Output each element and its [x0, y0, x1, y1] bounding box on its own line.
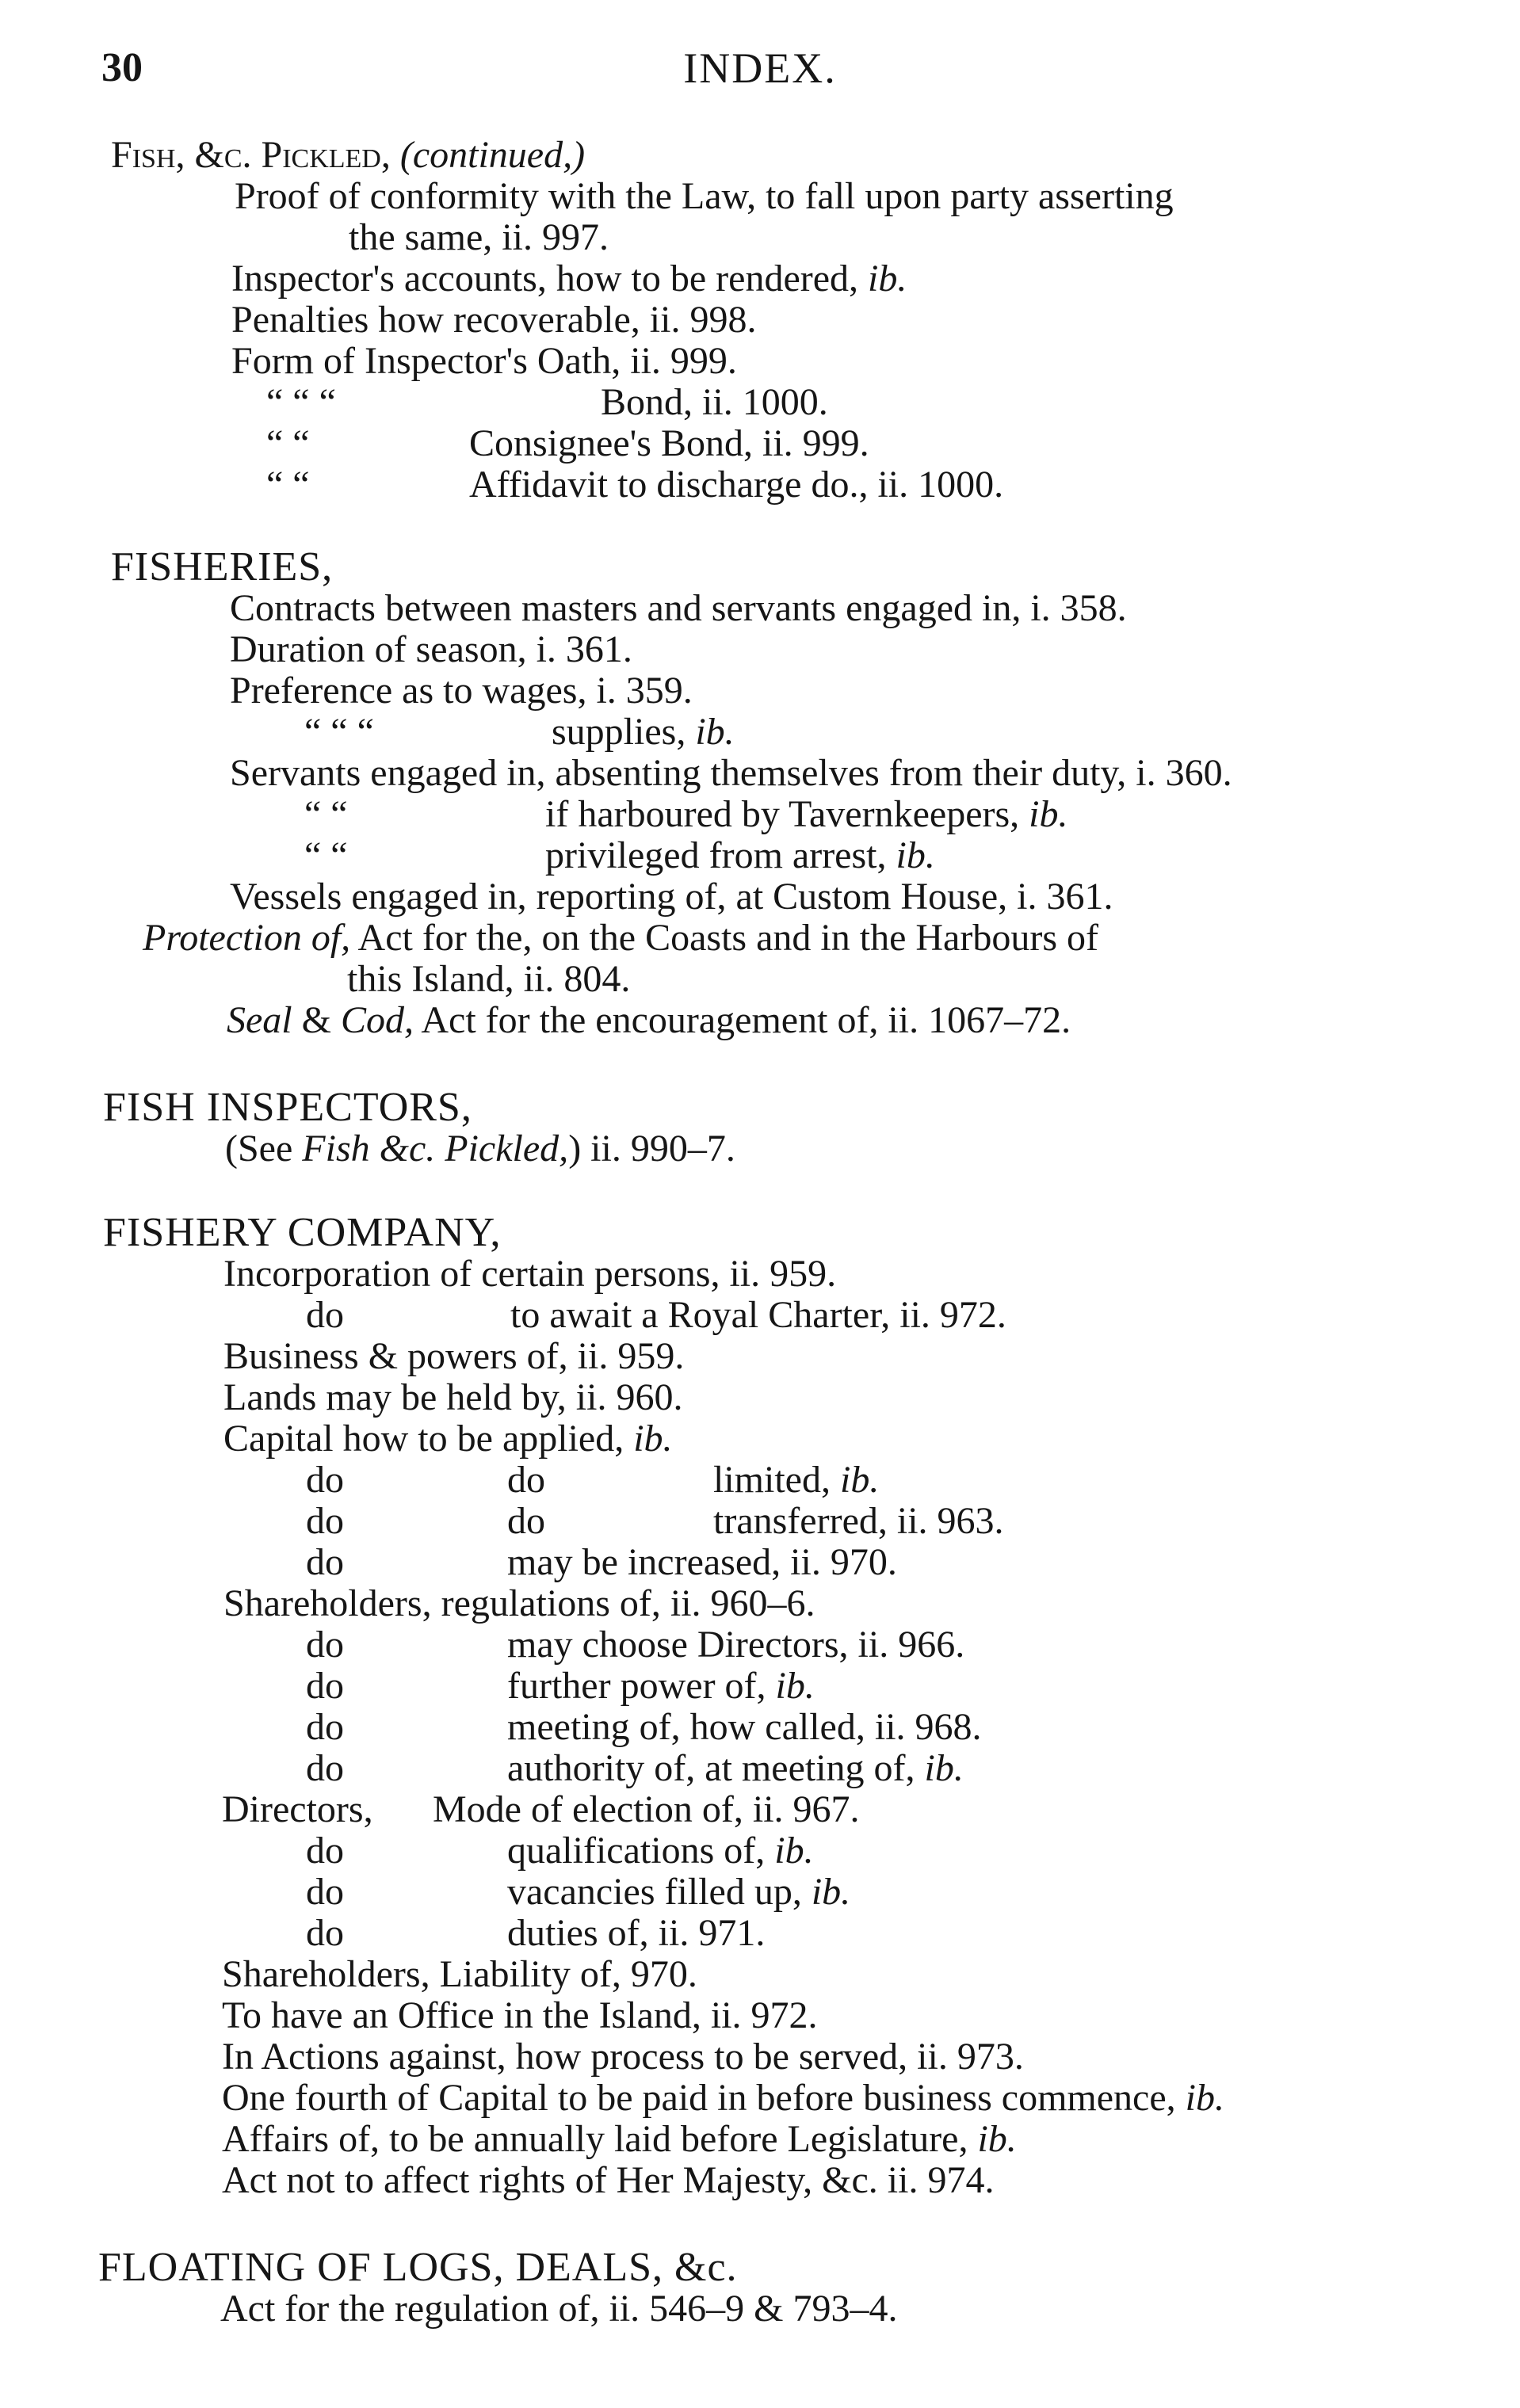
ditto-word: do — [507, 1459, 545, 1501]
subentry-text: Act for the encouragement of, ii. 1067–72. — [414, 999, 1071, 1041]
subentry: Servants engaged in, absenting themselves from their duty, i. 360. — [230, 752, 1232, 794]
subentry: Shareholders, Liability of, 970. — [222, 1953, 697, 1995]
subentry — [507, 1748, 964, 1789]
subentry-text: Capital how to be applied, — [223, 1418, 634, 1460]
xref-text: ) ii. 990–7. — [568, 1128, 735, 1170]
subentry — [507, 1666, 815, 1707]
subentry-text: authority of, at meeting of, — [507, 1747, 925, 1789]
ditto-marks: “ “ — [304, 834, 348, 876]
subentry: Preference as to wages, i. 359. — [230, 670, 693, 712]
subentry: Incorporation of certain persons, ii. 959. — [223, 1253, 837, 1295]
subentry — [507, 1872, 850, 1913]
subentry — [545, 835, 935, 876]
subentry-italic: Protection of, — [143, 917, 351, 959]
subentry: Penalties how recoverable, ii. 998. — [231, 299, 757, 341]
ibid-ref: ib. — [811, 1871, 851, 1913]
entry-heading-fish-inspectors: FISH INSPECTORS, — [103, 1085, 472, 1130]
ibid-ref: ib. — [1185, 2077, 1224, 2119]
subentry-text: qualifications of, — [507, 1830, 775, 1872]
subentry — [222, 2078, 1224, 2119]
subentry-text: Affairs of, to be annually laid before Legislature, — [222, 2118, 978, 2160]
subentry: Bond, ii. 1000. — [601, 381, 828, 423]
subentry-text: vacancies filled up, — [507, 1871, 812, 1913]
subentry: To have an Office in the Island, ii. 972. — [222, 1994, 818, 2036]
subentry: Shareholders, regulations of, ii. 960–6. — [223, 1582, 815, 1624]
heading-continued: (continued,) — [399, 134, 586, 176]
subentry: Form of Inspector's Oath, ii. 999. — [231, 340, 737, 382]
ibid-ref: ib. — [774, 1830, 814, 1872]
ditto-marks: “ “ “ — [266, 381, 336, 423]
subentry-text: One fourth of Capital to be paid in before business commence, — [222, 2077, 1186, 2119]
ibid-ref: ib. — [896, 834, 935, 876]
subentry: meeting of, how called, ii. 968. — [507, 1706, 982, 1748]
subentry: Consignee's Bond, ii. 999. — [469, 422, 869, 464]
subentry-label: Directors, — [222, 1788, 373, 1830]
subentry-italic: Seal — [227, 999, 292, 1041]
subentry-text: & — [292, 999, 341, 1041]
ibid-ref: ib. — [868, 258, 907, 300]
ditto-word: do — [306, 1459, 344, 1501]
entry-heading-floating-of-logs: FLOATING OF LOGS, DEALS, &c. — [98, 2245, 738, 2290]
subentry-text: Act for the, on the Coasts and in the Harbours of — [350, 917, 1098, 959]
subentry — [713, 1460, 879, 1501]
subentry: to await a Royal Charter, ii. 972. — [510, 1294, 1006, 1336]
subentry: In Actions against, how process to be served, ii. 973. — [222, 2036, 1024, 2078]
subentry: Proof of conformity with the Law, to fall upon party asserting — [235, 175, 1174, 217]
subentry-text: privileged from arrest, — [545, 834, 896, 876]
ditto-word: do — [507, 1500, 545, 1542]
ditto-word: do — [306, 1706, 344, 1748]
subentry — [222, 2119, 1017, 2160]
page-header — [0, 44, 1520, 103]
subentry: Vessels engaged in, reporting of, at Custom House, i. 361. — [230, 876, 1113, 918]
subentry: Act not to affect rights of Her Majesty, &c. ii. 974. — [222, 2159, 995, 2201]
subentry-text: Inspector's accounts, how to be rendered, — [231, 258, 869, 300]
subentry — [545, 794, 1068, 835]
entry-heading-fishery-company: FISHERY COMPANY, — [103, 1210, 502, 1255]
subentry: Lands may be held by, ii. 960. — [223, 1376, 683, 1418]
ditto-marks: “ “ — [266, 422, 310, 464]
ibid-ref: ib. — [839, 1459, 880, 1501]
subentry-text: further power of, — [507, 1665, 776, 1707]
ibid-ref: ib. — [633, 1418, 673, 1460]
entry-heading-fish-pickled — [111, 135, 585, 176]
heading-text: Fish, &c. Pickled, — [111, 134, 400, 176]
ibid-ref: ib. — [924, 1747, 964, 1789]
subentry: duties of, ii. 971. — [507, 1912, 766, 1954]
page-number: 30 — [101, 45, 143, 90]
ditto-word: do — [306, 1871, 344, 1913]
subentry: may be increased, ii. 970. — [507, 1541, 897, 1583]
ditto-word: do — [306, 1665, 344, 1707]
entry-heading-fisheries: FISHERIES, — [111, 544, 334, 590]
ditto-word: do — [306, 1294, 344, 1336]
subentry — [231, 258, 907, 300]
ditto-word: do — [306, 1541, 344, 1583]
subentry-text: if harboured by Tavernkeepers, — [545, 793, 1029, 835]
ditto-marks: “ “ — [266, 464, 310, 506]
ditto-word: do — [306, 1624, 344, 1666]
ibid-ref: ib. — [977, 2118, 1017, 2160]
subentry — [227, 1000, 1071, 1041]
subentry-continuation: this Island, ii. 804. — [347, 958, 631, 1000]
subentry: Mode of election of, ii. 967. — [433, 1788, 860, 1830]
cross-reference — [225, 1128, 735, 1170]
subentry-italic: Cod, — [340, 999, 414, 1041]
ditto-word: do — [306, 1830, 344, 1872]
subentry: may choose Directors, ii. 966. — [507, 1624, 965, 1666]
subentry — [552, 712, 735, 753]
page-title: INDEX. — [683, 44, 837, 92]
subentry: Business & powers of, ii. 959. — [223, 1335, 685, 1377]
subentry: Duration of season, i. 361. — [230, 628, 632, 670]
ditto-word: do — [306, 1747, 344, 1789]
subentry-continuation: the same, ii. 997. — [349, 216, 609, 258]
subentry: Contracts between masters and servants engaged in, i. 358. — [230, 587, 1127, 629]
subentry: Act for the regulation of, ii. 546–9 & 793–4. — [220, 2288, 898, 2330]
subentry: transferred, ii. 963. — [713, 1500, 1004, 1542]
subentry-text: limited, — [713, 1459, 840, 1501]
ditto-word: do — [306, 1500, 344, 1542]
xref-target: Fish &c. Pickled, — [302, 1128, 569, 1170]
ditto-marks: “ “ “ — [304, 711, 374, 753]
subentry-text: supplies, — [552, 711, 696, 753]
subentry — [507, 1830, 814, 1872]
ditto-marks: “ “ — [304, 793, 348, 835]
ditto-word: do — [306, 1912, 344, 1954]
subentry — [223, 1418, 673, 1460]
subentry: Affidavit to discharge do., ii. 1000. — [469, 464, 1004, 506]
ibid-ref: ib. — [1029, 793, 1068, 835]
ibid-ref: ib. — [775, 1665, 815, 1707]
subentry — [143, 918, 1098, 959]
xref-text: (See — [225, 1128, 303, 1170]
ibid-ref: ib. — [695, 711, 735, 753]
